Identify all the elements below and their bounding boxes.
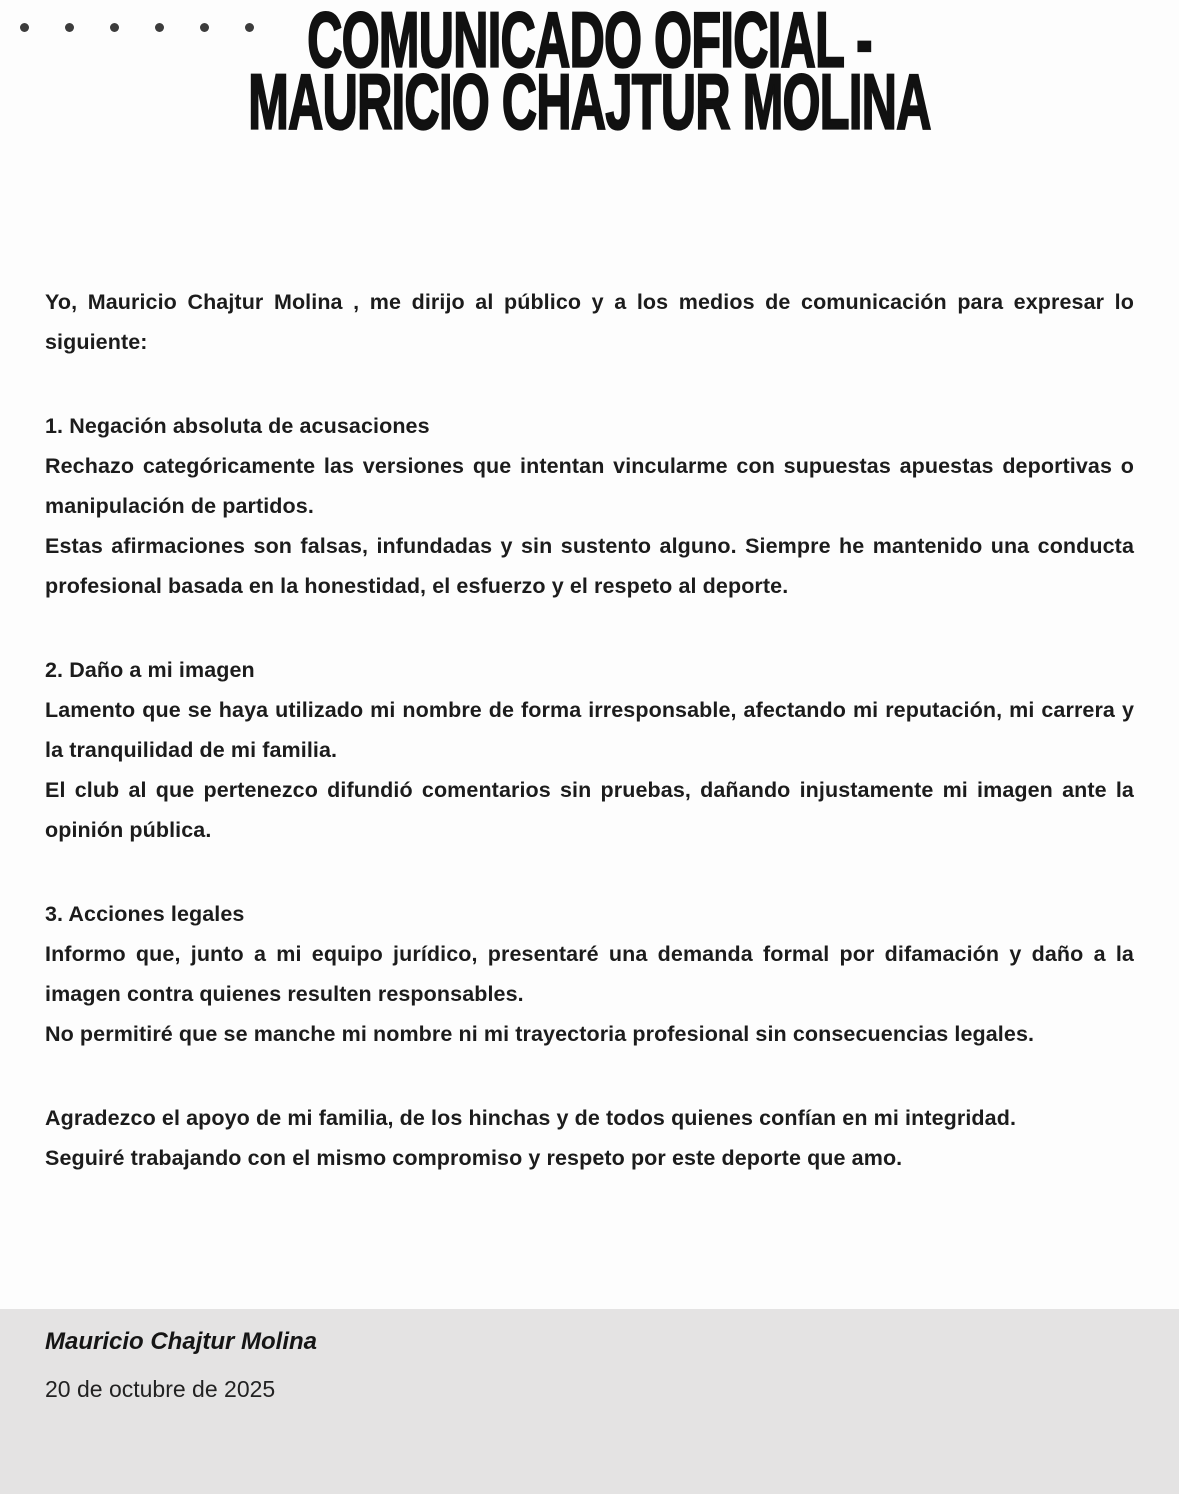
dot-icon	[20, 23, 29, 32]
section-paragraph: Rechazo categóricamente las versiones que intentan vincularme con supuestas apuestas deportivas o manipulación de partidos.	[45, 454, 1134, 518]
section-paragraph: Informo que, junto a mi equipo jurídico, presentaré una demanda formal por difamación y daño a la imagen contra quienes resulten responsables.	[45, 942, 1134, 1006]
section-paragraph: Estas afirmaciones son falsas, infundadas y sin sustento alguno. Siempre he mantenido una conducta profesional basada en la honestidad, el esfuerzo y el respeto al deporte.	[45, 534, 1134, 598]
closing-paragraph: Seguiré trabajando con el mismo compromiso y respeto por este deporte que amo.	[45, 1146, 903, 1170]
dot-icon	[155, 23, 164, 32]
page-title	[0, 0, 1179, 146]
signature-date: 20 de octubre de 2025	[45, 1376, 276, 1402]
dot-icon	[200, 23, 209, 32]
signature-footer	[0, 1309, 1179, 1494]
intro-paragraph: Yo, Mauricio Chajtur Molina , me dirijo al público y a los medios de comunicación para expresar lo siguiente:	[45, 290, 1134, 354]
closing-block	[45, 1098, 1134, 1178]
section-heading: 1. Negación absoluta de acusaciones	[45, 414, 430, 438]
dot-icon	[65, 23, 74, 32]
page-title-line1: COMUNICADO OFICIAL -	[307, 0, 872, 84]
section-dano-imagen	[45, 650, 1134, 850]
section-paragraph: No permitiré que se manche mi nombre ni mi trayectoria profesional sin consecuencias legales.	[45, 1022, 1035, 1046]
section-heading: 3. Acciones legales	[45, 902, 245, 926]
dot-icon	[110, 23, 119, 32]
section-heading: 2. Daño a mi imagen	[45, 658, 255, 682]
page-title-line2: MAURICIO CHAJTUR MOLINA	[248, 59, 931, 146]
section-negacion	[45, 406, 1134, 606]
statement-body	[45, 282, 1134, 1178]
section-acciones-legales	[45, 894, 1134, 1054]
section-paragraph: Lamento que se haya utilizado mi nombre de forma irresponsable, afectando mi reputación, mi carrera y la tranquilidad de mi familia.	[45, 698, 1134, 762]
section-paragraph: El club al que pertenezco difundió comentarios sin pruebas, dañando injustamente mi imagen ante la opinión pública.	[45, 778, 1134, 842]
signature-name: Mauricio Chajtur Molina	[45, 1328, 318, 1355]
closing-paragraph: Agradezco el apoyo de mi familia, de los hinchas y de todos quienes confían en mi integridad.	[45, 1106, 1017, 1130]
